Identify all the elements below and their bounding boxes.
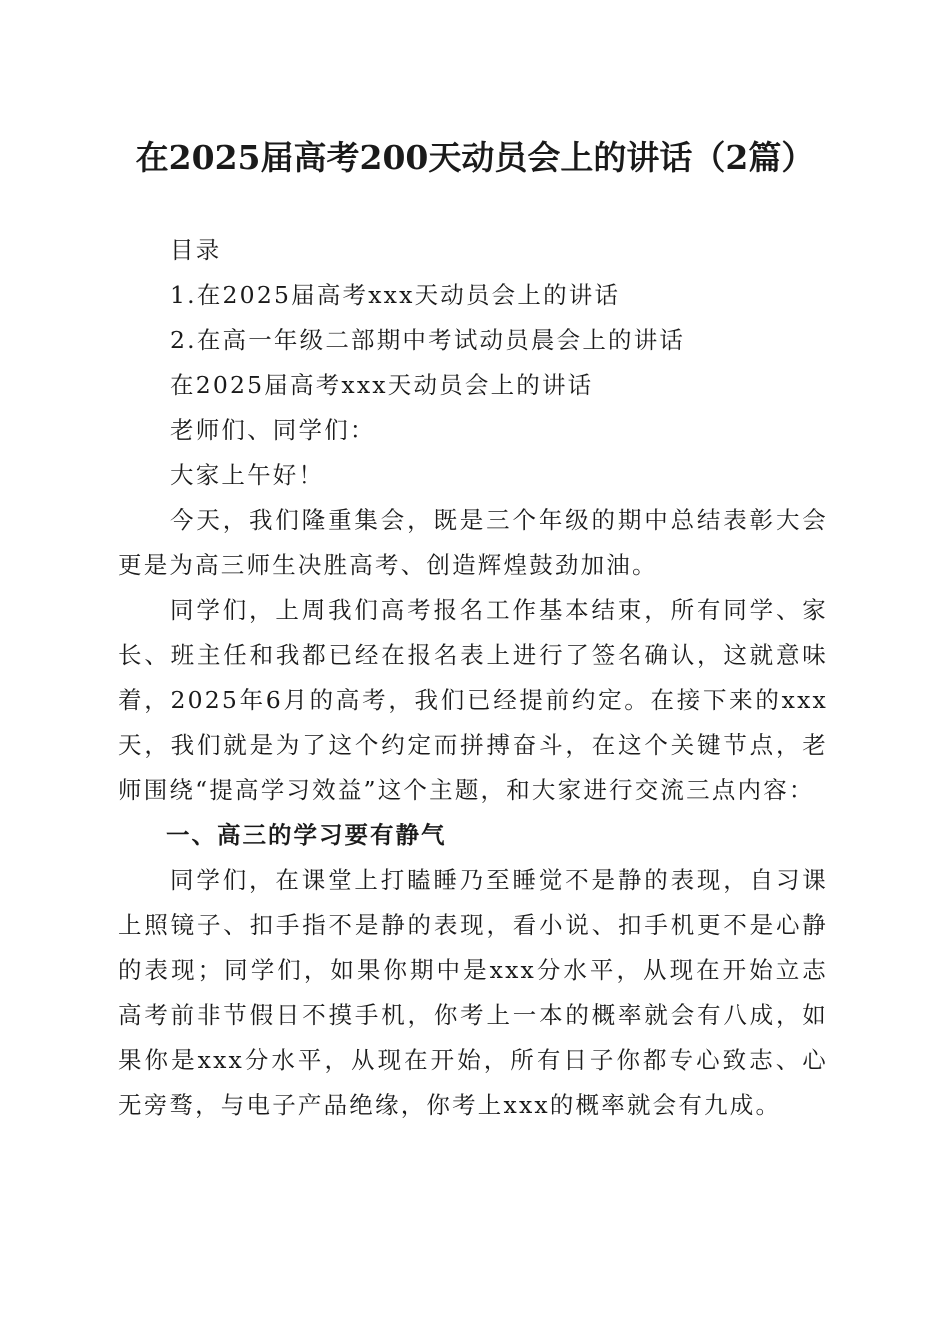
toc-label: 目录 [170, 236, 222, 264]
salutation: 老师们、同学们： [170, 416, 376, 444]
document-title: 在2025届高考200天动员会上的讲话（2篇） [135, 138, 815, 177]
document-body [118, 228, 828, 1128]
paragraph-2: 同学们，上周我们高考报名工作基本结束，所有同学、家长、班主任和我都已经在报名表上进行了签名确认，这就意味着，2025年6月的高考，我们已经提前约定。在接下来的xxx天，我们就是为了这个约定而拼搏奋斗，在这个关键节点，老师围绕“提高学习效益”这个主题，和大家进行交流三点内容： [118, 596, 828, 804]
toc-item-1: 1.在2025届高考xxx天动员会上的讲话 [170, 281, 621, 309]
toc-item-2: 2.在高一年级二部期中考试动员晨会上的讲话 [170, 326, 686, 354]
speech-title: 在2025届高考xxx天动员会上的讲话 [170, 371, 594, 399]
section-paragraph: 同学们，在课堂上打瞌睡乃至睡觉不是静的表现，自习课上照镜子、扣手指不是静的表现，看小说、扣手机更不是心静的表现；同学们，如果你期中是xxx分水平，从现在开始立志高考前非节假日不摸手机，你考上一本的概率就会有八成，如果你是xxx分水平，从现在开始，所有日子你都专心致志、心无旁骛，与电子产品绝缘，你考上xxx的概率就会有九成。 [118, 866, 828, 1119]
greeting: 大家上午好！ [170, 461, 325, 489]
section-heading: 一、高三的学习要有静气 [166, 821, 447, 849]
paragraph-1: 今天，我们隆重集会，既是三个年级的期中总结表彰大会更是为高三师生决胜高考、创造辉煌鼓劲加油。 [118, 506, 828, 579]
